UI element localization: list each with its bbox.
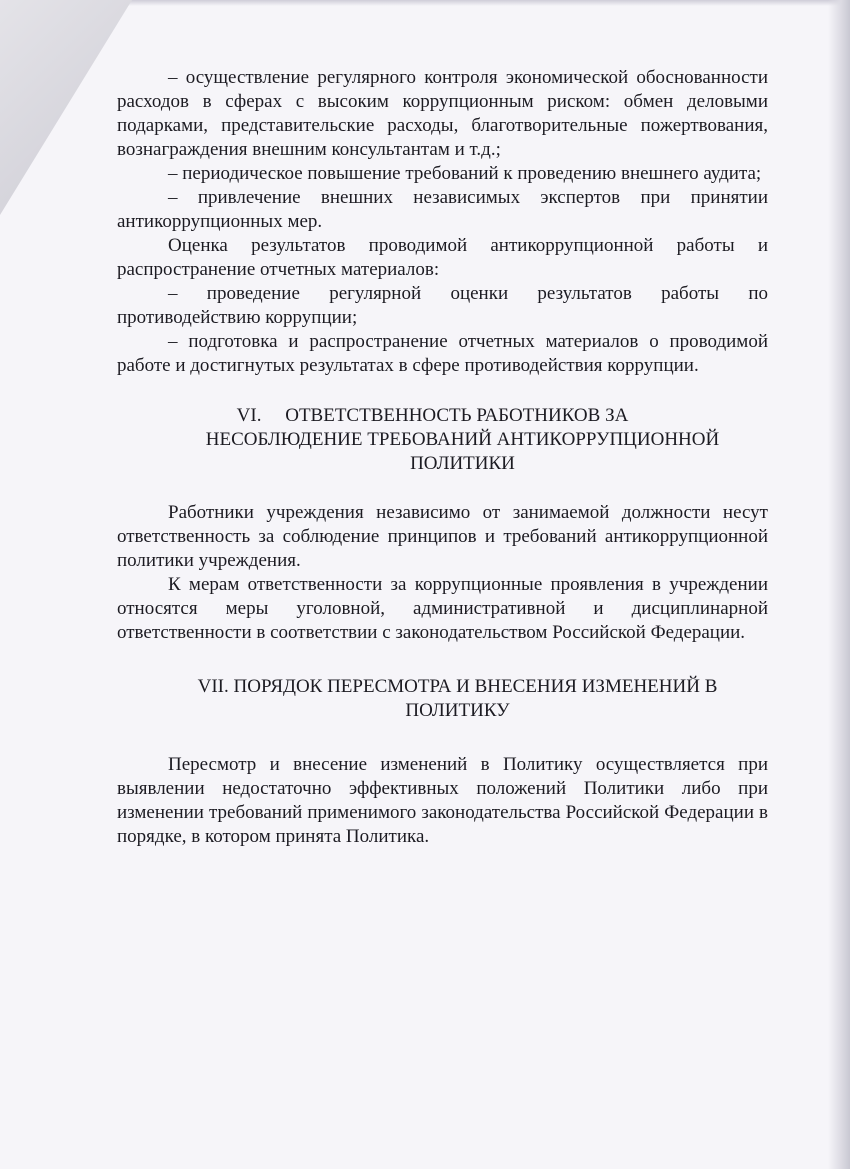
section-6-heading-line-2: НЕСОБЛЮДЕНИЕ ТРЕБОВАНИЙ АНТИКОРРУПЦИОННОЙ bbox=[205, 429, 720, 450]
folded-corner bbox=[0, 0, 132, 215]
section-7-heading bbox=[117, 675, 768, 723]
paragraph-regular-evaluation: – проведение регулярной оценки результатов работы по противодействию коррупции; bbox=[117, 283, 768, 328]
paragraph-independent-experts: – привлечение внешних независимых экспертов при принятии антикоррупционных мер. bbox=[117, 187, 768, 232]
section-7-heading-line-2: ПОЛИТИКУ bbox=[405, 700, 510, 721]
section-6-heading bbox=[117, 404, 768, 476]
paragraph-results-evaluation: Оценка результатов проводимой антикоррупционной работы и распространение отчетных материалов: bbox=[117, 235, 768, 280]
scan-right-edge-shadow bbox=[828, 0, 850, 1169]
paragraph-expense-control: – осуществление регулярного контроля экономической обоснованности расходов в сферах с высоким коррупционным риском: обмен деловыми подарками, представительские расходы, благотворительные пожертвования, вознаграждения внешним консультантам и т.д.; bbox=[117, 67, 768, 160]
section-7-heading-line-1: VII. ПОРЯДОК ПЕРЕСМОТРА И ВНЕСЕНИЯ ИЗМЕНЕНИЙ В bbox=[197, 676, 718, 697]
section-6-heading-line-1: VI. ОТВЕТСТВЕННОСТЬ РАБОТНИКОВ ЗА bbox=[236, 405, 629, 426]
paragraph-employee-responsibility: Работники учреждения независимо от занимаемой должности несут ответственность за соблюдение принципов и требований антикоррупционной политики учреждения. bbox=[117, 502, 768, 571]
paragraph-responsibility-measures: К мерам ответственности за коррупционные проявления в учреждении относятся меры уголовной, административной и дисциплинарной ответственности в соответствии с законодательством Российской Федерации. bbox=[117, 574, 768, 643]
section-6-heading-line-3: ПОЛИТИКИ bbox=[410, 453, 515, 474]
paragraph-reporting-materials: – подготовка и распространение отчетных материалов о проводимой работе и достигнутых результатах в сфере противодействия коррупции. bbox=[117, 331, 768, 376]
document-body bbox=[117, 66, 768, 849]
paragraph-policy-revision: Пересмотр и внесение изменений в Политику осуществляется при выявлении недостаточно эффективных положений Политики либо при изменении требований применимого законодательства Российской Федерации в порядке, в котором принята Политика. bbox=[117, 754, 768, 847]
paragraph-external-audit: – периодическое повышение требований к проведению внешнего аудита; bbox=[168, 163, 762, 184]
